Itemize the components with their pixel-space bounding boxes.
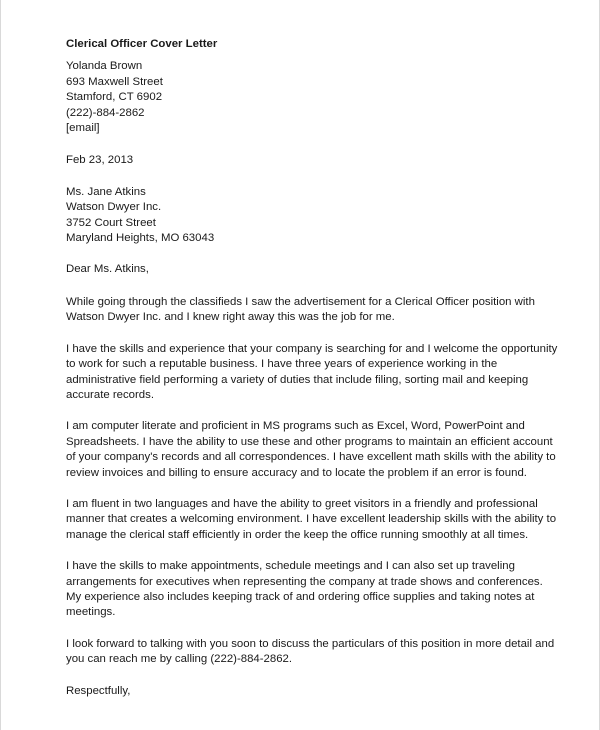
paragraph-5: [66, 559, 546, 621]
letter-date: [66, 153, 546, 168]
recipient-city: Maryland Heights, MO 63043: [66, 232, 215, 245]
sender-street: 693 Maxwell Street: [66, 75, 163, 88]
paragraph-line: I have the skills and experience that your company is searching for and I welcome the opportunity: [66, 342, 558, 355]
closing: [66, 684, 546, 699]
paragraph-line: Spreadsheets. I have the ability to use these and other programs to maintain an efficient account: [66, 435, 553, 448]
paragraph-line: accurate records.: [66, 388, 154, 401]
letter-body: [66, 37, 558, 699]
paragraph-3: [66, 419, 556, 481]
paragraph-2: [66, 342, 558, 404]
recipient-street: 3752 Court Street: [66, 216, 156, 229]
paragraph-6: [66, 637, 555, 668]
paragraph-line: meetings.: [66, 606, 116, 619]
paragraph-4: [66, 497, 557, 543]
closing-text: Respectfully,: [66, 684, 131, 697]
date-text: Feb 23, 2013: [66, 154, 134, 167]
recipient-address: [66, 185, 546, 247]
sender-city: Stamford, CT 6902: [66, 91, 163, 104]
salutation: [66, 262, 546, 277]
paragraph-line: of your company's records and all correspondences. I have excellent math skills with the ability to: [66, 451, 556, 464]
paragraph-line: While going through the classifieds I saw the advertisement for a Clerical Officer position with: [66, 295, 535, 308]
letter-title: Clerical Officer Cover Letter: [66, 38, 218, 50]
paragraph-line: Watson Dwyer Inc. and I knew right away this was the job for me.: [66, 311, 395, 324]
paragraph-line: I am computer literate and proficient in MS programs such as Excel, Word, PowerPoint and: [66, 420, 525, 433]
paragraph-line: arrangements for executives when representing the company at trade shows and conferences.: [66, 575, 543, 588]
paragraph-1: [66, 295, 546, 326]
sender-email: [email]: [66, 122, 100, 135]
paragraph-line: My experience also includes keeping track of and ordering office supplies and taking notes at: [66, 590, 535, 603]
paragraph-line: to work for such a reputable business. I have three years of experience working in the: [66, 358, 498, 371]
recipient-name: Ms. Jane Atkins: [66, 185, 146, 198]
paragraph-line: administrative field performing a variety of duties that include filing, sorting mail and keeping: [66, 373, 529, 386]
paragraph-line: I look forward to talking with you soon to discuss the particulars of this position in more detail and: [66, 637, 555, 650]
paragraph-line: manage the clerical staff efficiently in order the keep the office running smoothly at all times.: [66, 528, 529, 541]
paragraph-line: I have the skills to make appointments, schedule meetings and I can also set up traveling: [66, 560, 515, 573]
paragraph-line: manner that creates a welcoming environment. I have excellent leadership skills with the ability to: [66, 513, 557, 526]
sender-name: Yolanda Brown: [66, 60, 143, 73]
paragraph-line: review invoices and billing to ensure accuracy and to locate the problem if an error is found.: [66, 466, 527, 479]
paragraph-line: you can reach me by calling (222)-884-2862.: [66, 653, 293, 666]
paragraph-line: I am fluent in two languages and have the ability to greet visitors in a friendly and professional: [66, 497, 538, 510]
salutation-text: Dear Ms. Atkins,: [66, 263, 149, 276]
sender-address: [66, 59, 546, 136]
recipient-company: Watson Dwyer Inc.: [66, 201, 162, 214]
sender-phone: (222)-884-2862: [66, 106, 145, 119]
